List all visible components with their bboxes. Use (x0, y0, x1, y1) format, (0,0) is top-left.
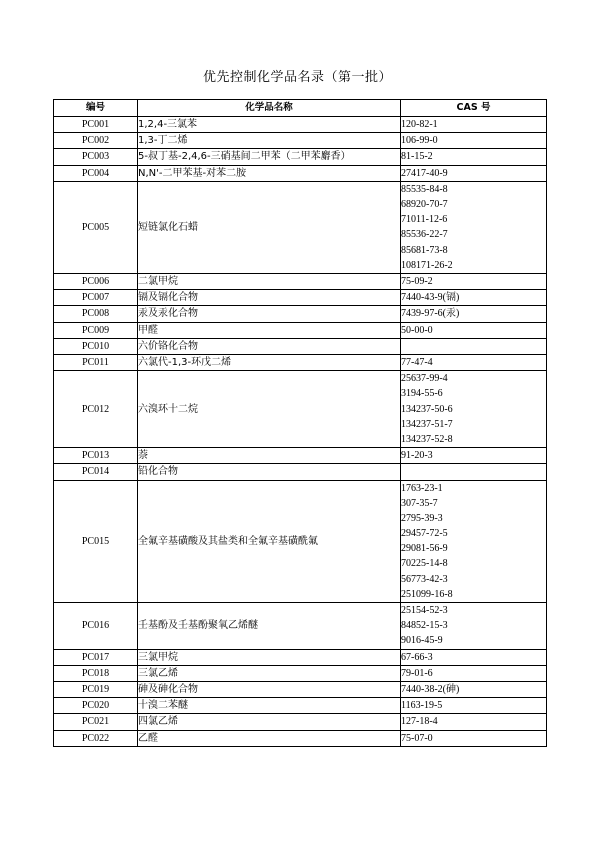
table-row (54, 290, 547, 306)
cas-number-cell (401, 290, 547, 306)
cas-number: 85681-73-8 (401, 244, 448, 256)
cas-number-cell (401, 181, 547, 273)
cas-number-cell (401, 165, 547, 181)
cas-number: 77-47-4 (401, 356, 433, 368)
cas-number: 7439-97-6(汞) (401, 308, 460, 320)
chemical-name-cell: 全氟辛基磺酸及其盐类和全氟辛基磺酰氟 (138, 480, 401, 603)
table-row (54, 117, 547, 133)
chemical-code-cell: PC008 (54, 306, 138, 322)
table-row (54, 730, 547, 746)
chemical-name-cell: 二氯甲烷 (138, 273, 401, 289)
cas-number: 7440-43-9(镉) (401, 292, 460, 304)
cas-number: 67-66-3 (401, 651, 433, 663)
cas-number: 1763-23-1 (401, 482, 443, 494)
cas-number-cell (401, 448, 547, 464)
cas-number: 134237-50-6 (401, 403, 453, 415)
chemical-name-cell: 六价铬化合物 (138, 338, 401, 354)
cas-number: 120-82-1 (401, 119, 438, 130)
table-row (54, 649, 547, 665)
chemical-code-cell: PC016 (54, 603, 138, 650)
cas-number: 85535-84-8 (401, 183, 448, 195)
table-row (54, 306, 547, 322)
cas-number: 1163-19-5 (401, 700, 443, 712)
table-row (54, 338, 547, 354)
chemical-code-cell: PC007 (54, 290, 138, 306)
column-header-cas: CAS 号 (401, 100, 547, 117)
chemical-name-cell: 六溴环十二烷 (138, 371, 401, 448)
cas-number: 2795-39-3 (401, 512, 443, 524)
chemical-name-cell: 十溴二苯醚 (138, 698, 401, 714)
cas-number-cell (401, 338, 547, 354)
cas-number: 85536-22-7 (401, 229, 448, 241)
chemical-code-cell: PC013 (54, 448, 138, 464)
chemical-code-cell: PC005 (54, 181, 138, 273)
chemical-code-cell: PC014 (54, 464, 138, 480)
chemical-code-cell: PC006 (54, 273, 138, 289)
chemical-name-cell: 1,2,4-三氯苯 (138, 117, 401, 133)
cas-number-cell (401, 665, 547, 681)
cas-number-cell (401, 371, 547, 448)
cas-number: 68920-70-7 (401, 199, 448, 210)
chemical-code-cell: PC001 (54, 117, 138, 133)
chemical-code-cell: PC002 (54, 133, 138, 149)
chemical-code-cell: PC020 (54, 698, 138, 714)
table-row (54, 273, 547, 289)
cas-number: 84852-15-3 (401, 620, 448, 632)
cas-number: 106-99-0 (401, 135, 438, 147)
chemical-code-cell: PC019 (54, 681, 138, 697)
chemical-code-cell: PC018 (54, 665, 138, 681)
cas-number-cell (401, 730, 547, 746)
cas-number: 307-35-7 (401, 497, 438, 509)
chemical-code-cell: PC015 (54, 480, 138, 603)
cas-number: 75-07-0 (401, 732, 433, 744)
cas-number-cell (401, 306, 547, 322)
table-row (54, 480, 547, 603)
table-row (54, 448, 547, 464)
chemical-list-table (53, 99, 547, 747)
table-row (54, 165, 547, 181)
cas-number: 9016-45-9 (401, 635, 443, 647)
table-row (54, 354, 547, 370)
chemical-code-cell: PC004 (54, 165, 138, 181)
cas-number-cell (401, 133, 547, 149)
chemical-name-cell: 砷及砷化合物 (138, 681, 401, 697)
chemical-code-cell: PC012 (54, 371, 138, 448)
table-row (54, 714, 547, 730)
chemical-name-cell: 乙醛 (138, 730, 401, 746)
cas-number: 70225-14-8 (401, 558, 448, 570)
cas-number-cell (401, 603, 547, 650)
cas-number: 134237-51-7 (401, 418, 453, 430)
cas-number-empty (401, 339, 546, 354)
cas-number: 50-00-0 (401, 324, 433, 336)
table-row (54, 322, 547, 338)
table-header-row (54, 100, 547, 117)
chemical-code-cell: PC022 (54, 730, 138, 746)
chemical-code-cell: PC009 (54, 322, 138, 338)
cas-number: 75-09-2 (401, 275, 433, 287)
table-row (54, 681, 547, 697)
cas-number: 251099-16-8 (401, 588, 453, 600)
table-row (54, 149, 547, 165)
cas-number-empty (401, 464, 546, 479)
cas-number: 3194-55-6 (401, 388, 443, 400)
cas-number-cell (401, 681, 547, 697)
chemical-name-cell: 三氯乙烯 (138, 665, 401, 681)
cas-number: 79-01-6 (401, 667, 433, 679)
cas-number: 108171-26-2 (401, 259, 453, 271)
cas-number-cell (401, 149, 547, 165)
table-row (54, 603, 547, 650)
cas-number-cell (401, 354, 547, 370)
cas-number: 56773-42-3 (401, 573, 448, 585)
table-row (54, 181, 547, 273)
cas-number: 25637-99-4 (401, 373, 448, 385)
chemical-name-cell: 1,3-丁二烯 (138, 133, 401, 149)
cas-number-cell (401, 698, 547, 714)
chemical-name-cell: 短链氯化石蜡 (138, 181, 401, 273)
table-body (54, 117, 547, 747)
chemical-code-cell: PC003 (54, 149, 138, 165)
cas-number: 91-20-3 (401, 450, 433, 462)
cas-number-cell (401, 273, 547, 289)
cas-number: 29457-72-5 (401, 528, 448, 540)
chemical-code-cell: PC010 (54, 338, 138, 354)
table-row (54, 133, 547, 149)
cas-number-cell (401, 480, 547, 603)
cas-number: 81-15-2 (401, 151, 433, 163)
cas-number: 7440-38-2(砷) (401, 683, 460, 695)
page-title: 优先控制化学品名录（第一批） (202, 70, 392, 85)
cas-number: 127-18-4 (401, 716, 438, 728)
chemical-name-cell: 四氯乙烯 (138, 714, 401, 730)
chemical-code-cell: PC017 (54, 649, 138, 665)
table-row (54, 665, 547, 681)
chemical-name-cell: 六氯代-1,3-环戊二烯 (138, 354, 401, 370)
chemical-name-cell: N,N'-二甲苯基-对苯二胺 (138, 165, 401, 181)
cas-number-cell (401, 322, 547, 338)
chemical-name-cell: 镉及镉化合物 (138, 290, 401, 306)
cas-number-cell (401, 464, 547, 480)
table-row (54, 464, 547, 480)
chemical-name-cell: 汞及汞化合物 (138, 306, 401, 322)
cas-number: 27417-40-9 (401, 167, 448, 179)
chemical-code-cell: PC021 (54, 714, 138, 730)
cas-number: 134237-52-8 (401, 433, 453, 445)
cas-number-cell (401, 649, 547, 665)
chemical-name-cell: 铅化合物 (138, 464, 401, 480)
chemical-name-cell: 壬基酚及壬基酚聚氧乙烯醚 (138, 603, 401, 650)
chemical-name-cell: 萘 (138, 448, 401, 464)
chemical-name-cell: 甲醛 (138, 322, 401, 338)
cas-number-cell (401, 714, 547, 730)
cas-number-cell (401, 117, 547, 133)
column-header-code: 编号 (54, 100, 138, 117)
table-row (54, 698, 547, 714)
chemical-name-cell: 5-叔丁基-2,4,6-三硝基间二甲苯（二甲苯麝香） (138, 149, 401, 165)
chemical-code-cell: PC011 (54, 354, 138, 370)
table-row (54, 371, 547, 448)
cas-number: 71011-12-6 (401, 214, 448, 226)
column-header-name: 化学品名称 (138, 100, 401, 117)
chemical-name-cell: 三氯甲烷 (138, 649, 401, 665)
cas-number: 29081-56-9 (401, 543, 448, 555)
cas-number: 25154-52-3 (401, 605, 448, 616)
